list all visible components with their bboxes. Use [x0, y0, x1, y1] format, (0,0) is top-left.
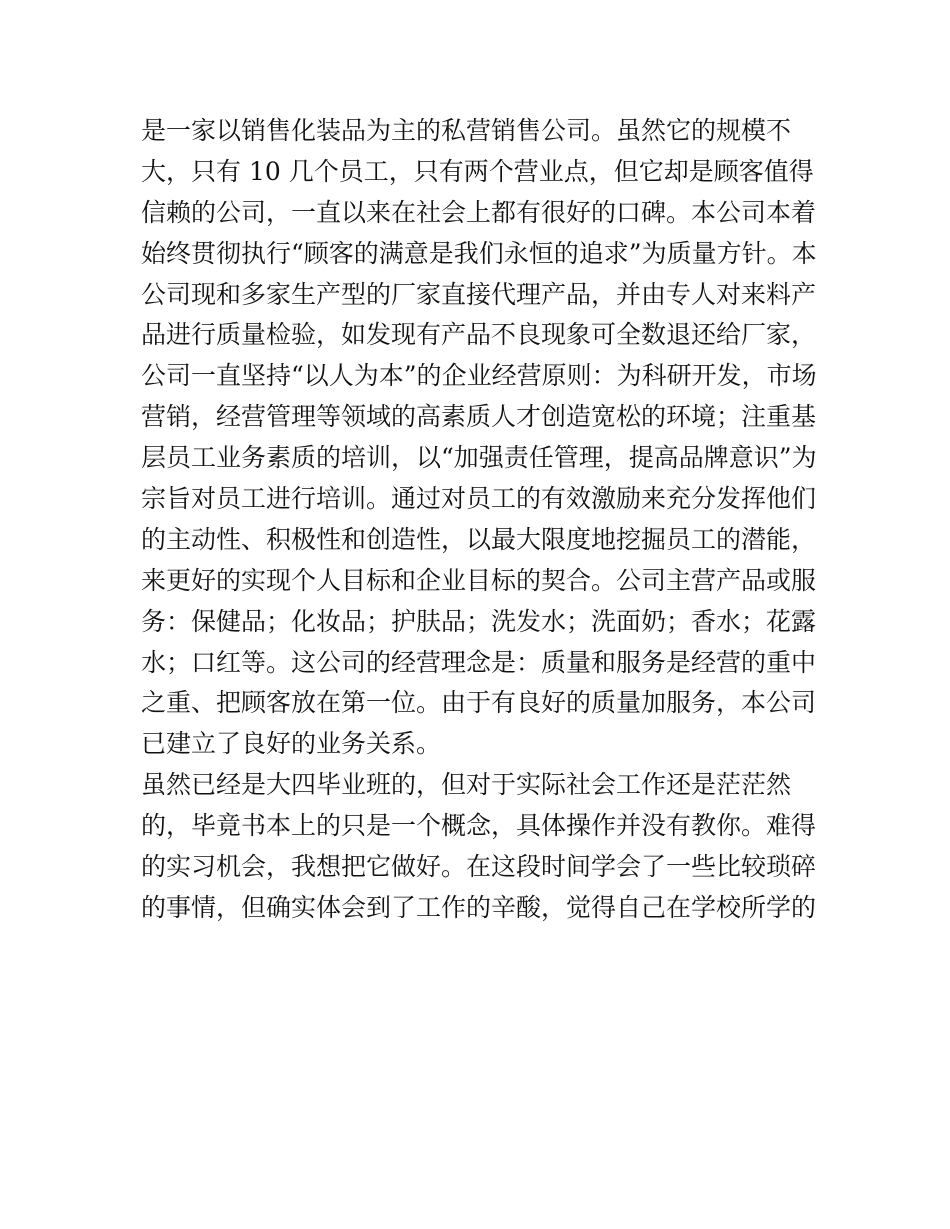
text-line: 大，只有 10 几个员工，只有两个营业点，但它却是顾客值得: [141, 156, 814, 186]
text-line: 宗旨对员工进行培训。通过对员工的有效激励来充分发挥他们: [141, 484, 817, 514]
text-line: 层员工业务素质的培训，以“加强责任管理，提高品牌意识”为: [141, 443, 817, 473]
text-line: 之重、把顾客放在第一位。由于有良好的质量加服务，本公司: [141, 688, 817, 718]
text-line: 始终贯彻执行“顾客的满意是我们永恒的追求”为质量方针。本: [141, 238, 817, 268]
text-line: 务：保健品；化妆品；护肤品；洗发水；洗面奶；香水；花露: [141, 606, 817, 636]
text-line: 水；口红等。这公司的经营理念是：质量和服务是经营的重中: [141, 647, 817, 677]
text-line: 来更好的实现个人目标和企业目标的契合。公司主营产品或服: [141, 565, 817, 595]
text-line: 的事情，但确实体会到了工作的辛酸，觉得自己在学校所学的: [141, 892, 817, 922]
text-line: 已建立了良好的业务关系。: [141, 729, 442, 759]
text-line: 虽然已经是大四毕业班的，但对于实际社会工作还是茫茫然: [141, 770, 792, 800]
text-line: 品进行质量检验，如发现有产品不良现象可全数退还给厂家，: [141, 320, 817, 350]
text-line: 公司一直坚持“以人为本”的企业经营原则：为科研开发，市场: [141, 361, 817, 391]
text-line: 的实习机会，我想把它做好。在这段时间学会了一些比较琐碎: [141, 852, 817, 882]
text-line: 的，毕竟书本上的只是一个概念，具体操作并没有教你。难得: [141, 811, 817, 841]
body-text: [141, 111, 821, 929]
text-line: 营销，经营管理等领域的高素质人才创造宽松的环境；注重基: [141, 402, 817, 432]
text-line: 的主动性、积极性和创造性，以最大限度地挖掘员工的潜能，: [141, 524, 817, 554]
text-line: 信赖的公司，一直以来在社会上都有很好的口碑。本公司本着: [141, 197, 817, 227]
text-line: 公司现和多家生产型的厂家直接代理产品，并由专人对来料产: [141, 279, 817, 309]
text-line: 是一家以销售化装品为主的私营销售公司。虽然它的规模不: [141, 116, 792, 145]
